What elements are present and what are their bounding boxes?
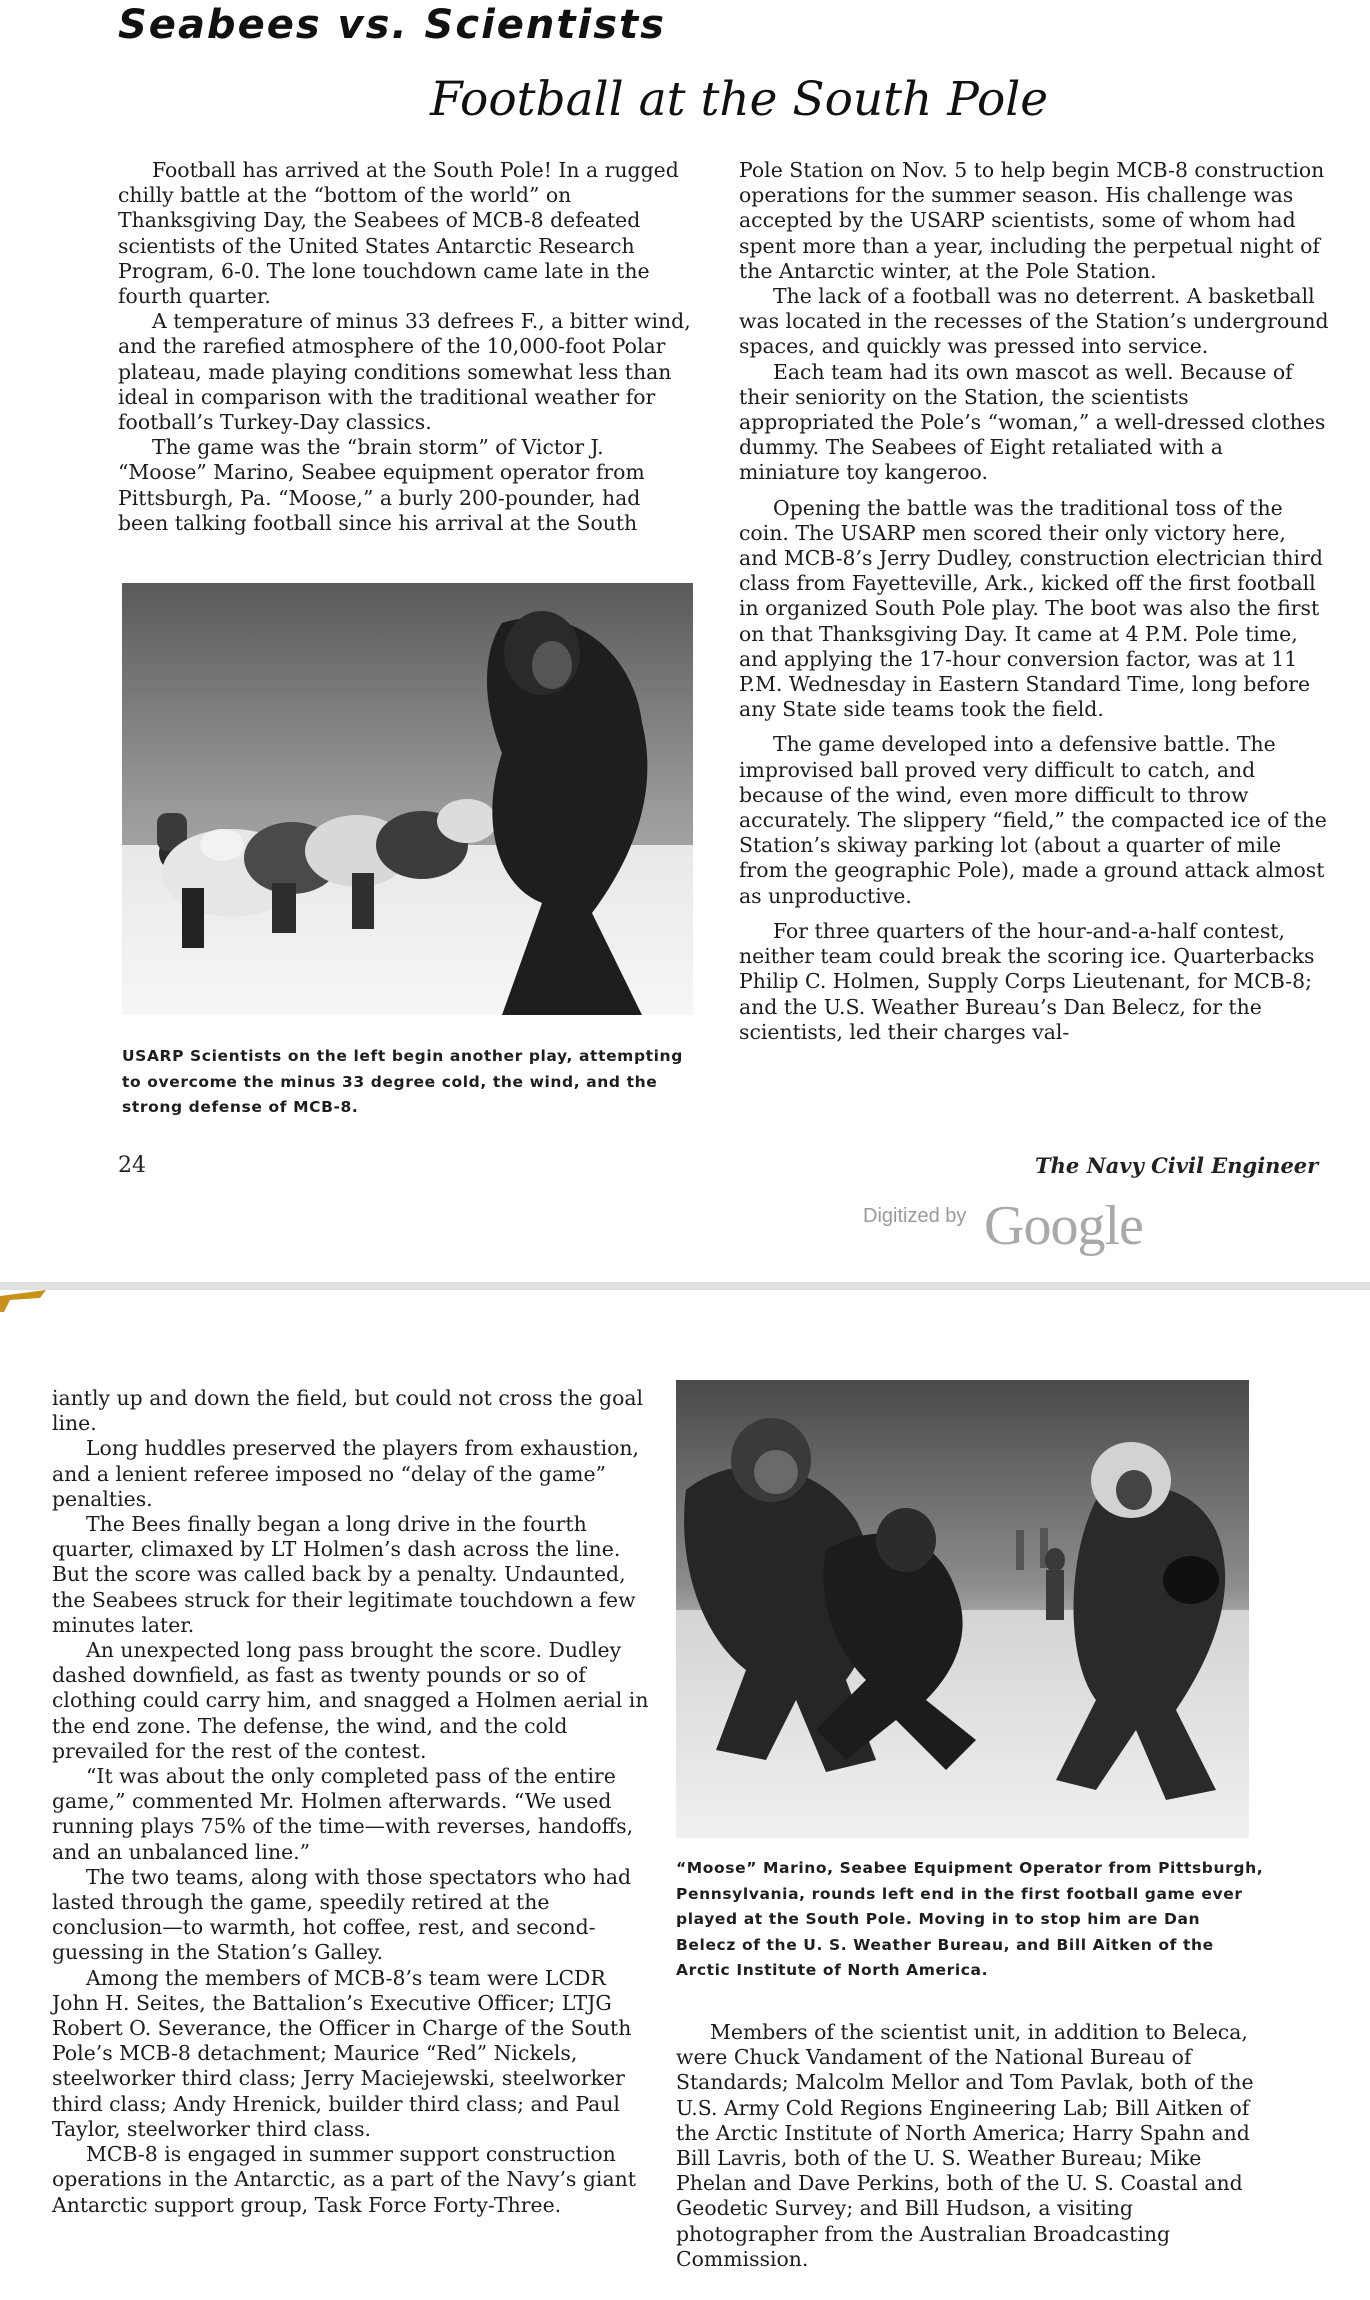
paragraph: iantly up and down the field, but could not cross the goal line.	[52, 1386, 644, 1436]
paragraph: A temperature of minus 33 defrees F., a bitter wind, and the rarefied atmosphere of the 10,000-foot Polar plateau, made playing conditions somewhat less than ideal in comparison with the traditional weather for football’s Turkey-Day classics.	[118, 309, 691, 435]
tape-corner-mark	[0, 1290, 60, 1314]
paragraph: Pole Station on Nov. 5 to help begin MCB-8 construction operations for the summer season. His challenge was accepted by the USARP scientists, some of whom had spent more than a year, including the perpetual night of the Antarctic winter, at the Pole Station.	[739, 158, 1325, 283]
article-headline: Football at the South Pole	[430, 72, 1049, 127]
paragraph: The two teams, along with those spectators who had lasted through the game, speedily retired at the conclusion—to warmth, hot coffee, rest, and second-guessing in the Station’s Galley.	[52, 1864, 632, 1965]
journal-name: The Navy Civil Engineer	[1035, 1153, 1319, 1178]
paragraph: Football has arrived at the South Pole! In a rugged chilly battle at the “bottom of the world” on Thanksgiving Day, the Seabees of MCB-8 defeated scientists of the United States Antarctic Research Program, 6-0. The lone touchdown came late in the fourth quarter.	[118, 158, 679, 309]
paragraph: The game developed into a defensive battle. The improvised ball proved very difficult to catch, and because of the wind, even more difficult to throw accurately. The slippery “field,” the compacted ice of the Station’s skiway parking lot (about a quarter of mile from the geographic Pole), made a ground attack almost as unproductive.	[739, 732, 1327, 908]
page-separator	[0, 1282, 1370, 1290]
paragraph: “It was about the only completed pass of the entire game,” commented Mr. Holmen afterwards. “We used running plays 75% of the time—with reverses, handoffs, and an unbalanced line.”	[52, 1764, 634, 1864]
paragraph: The lack of a football was no deterrent. A basketball was located in the recesses of the Station’s underground spaces, and quickly was pressed into service.	[739, 284, 1329, 359]
page1-left-column	[118, 158, 696, 536]
google-logo: Google	[984, 1195, 1143, 1257]
photo-caption-2: “Moose” Marino, Seabee Equipment Operator from Pittsburgh, Pennsylvania, rounds left end in the first football game ever played at the South Pole. Moving in to stop him are Dan Belecz of the U. S. Weather Bureau, and Bill Aitken of the Arctic Institute of North America.	[676, 1859, 1264, 1979]
kicker-title: Seabees vs. Scientists	[118, 2, 666, 48]
paragraph: Opening the battle was the traditional toss of the coin. The USARP men scored their only victory here, and MCB-8’s Jerry Dudley, construction electrician third class from Fayetteville, Ark., kicked off the first football in organized South Pole play. The boot was also the first on that Thanksgiving Day. It came at 4 P.M. Pole time, and applying the 17-hour conversion factor, was at 11 P.M. Wednesday in Eastern Standard Time, long before any State side teams took the field.	[739, 495, 1323, 722]
paragraph: MCB-8 is engaged in summer support construction operations in the Antarctic, as a part of the Navy’s giant Antarctic support group, Task Force Forty-Three.	[52, 2142, 636, 2217]
page1-right-column	[739, 158, 1329, 1045]
digitized-by-label: Digitized by	[863, 1205, 967, 1227]
paragraph: The Bees finally began a long drive in the fourth quarter, climaxed by LT Holmen’s dash across the line. But the score was called back by a penalty. Undaunted, the Seabees struck for their legitimate touchdown a few minutes later.	[52, 1512, 636, 1637]
photo-caption-1: USARP Scientists on the left begin another play, attempting to overcome the minus 33 degree cold, the wind, and the strong defense of MCB-8.	[122, 1047, 683, 1116]
paragraph: Among the members of MCB-8’s team were LCDR John H. Seites, the Battalion’s Executive Officer; LTJG Robert O. Severance, the Officer in Charge of the South Pole’s MCB-8 detachment; Maurice “Red” Nickels, steelworker third class; Jerry Maciejewski, steelworker third class; Andy Hrenick, builder third class; and Paul Taylor, steelworker third class.	[52, 1965, 632, 2141]
paragraph: Each team had its own mascot as well. Because of their seniority on the Station, the scientists appropriated the Pole’s “woman,” a well-dressed clothes dummy. The Seabees of Eight retaliated with a miniature toy kangeroo.	[739, 359, 1326, 485]
paragraph: For three quarters of the hour-and-a-half contest, neither team could break the scoring ice. Quarterbacks Philip C. Holmen, Supply Corps Lieutenant, for MCB-8; and the U.S. Weather Bureau’s Dan Belecz, for the scientists, led their charges val-	[739, 918, 1315, 1044]
page-number: 24	[118, 1153, 146, 1178]
photo-moose-run	[676, 1380, 1249, 1838]
paragraph: An unexpected long pass brought the score. Dudley dashed downfield, as fast as twenty pounds or so of clothing could carry him, and snagged a Holmen aerial in the end zone. The defense, the wind, and the cold prevailed for the rest of the contest.	[52, 1638, 649, 1763]
page2-right-column	[676, 2020, 1266, 2272]
paragraph: Members of the scientist unit, in addition to Beleca, were Chuck Vandament of the National Bureau of Standards; Malcolm Mellor and Tom Pavlak, both of the U.S. Army Cold Regions Engineering Lab; Bill Aitken of the Arctic Institute of North America; Harry Spahn and Bill Lavris, both of the U. S. Weather Bureau; Mike Phelan and Dave Perkins, both of the U. S. Coastal and Geodetic Survey; and Bill Hudson, a visiting photographer from the Australian Broadcasting Commission.	[676, 2020, 1254, 2271]
magazine-page-25	[0, 1290, 1370, 2300]
page2-left-column	[52, 1386, 652, 2218]
paragraph: Long huddles preserved the players from exhaustion, and a lenient referee imposed no “delay of the game” penalties.	[52, 1436, 639, 1511]
photo-scrimmage-line	[122, 583, 693, 1015]
paragraph: The game was the “brain storm” of Victor J. “Moose” Marino, Seabee equipment operator from Pittsburgh, Pa. “Moose,” a burly 200-pounder, had been talking football since his arrival at the South	[118, 435, 645, 535]
